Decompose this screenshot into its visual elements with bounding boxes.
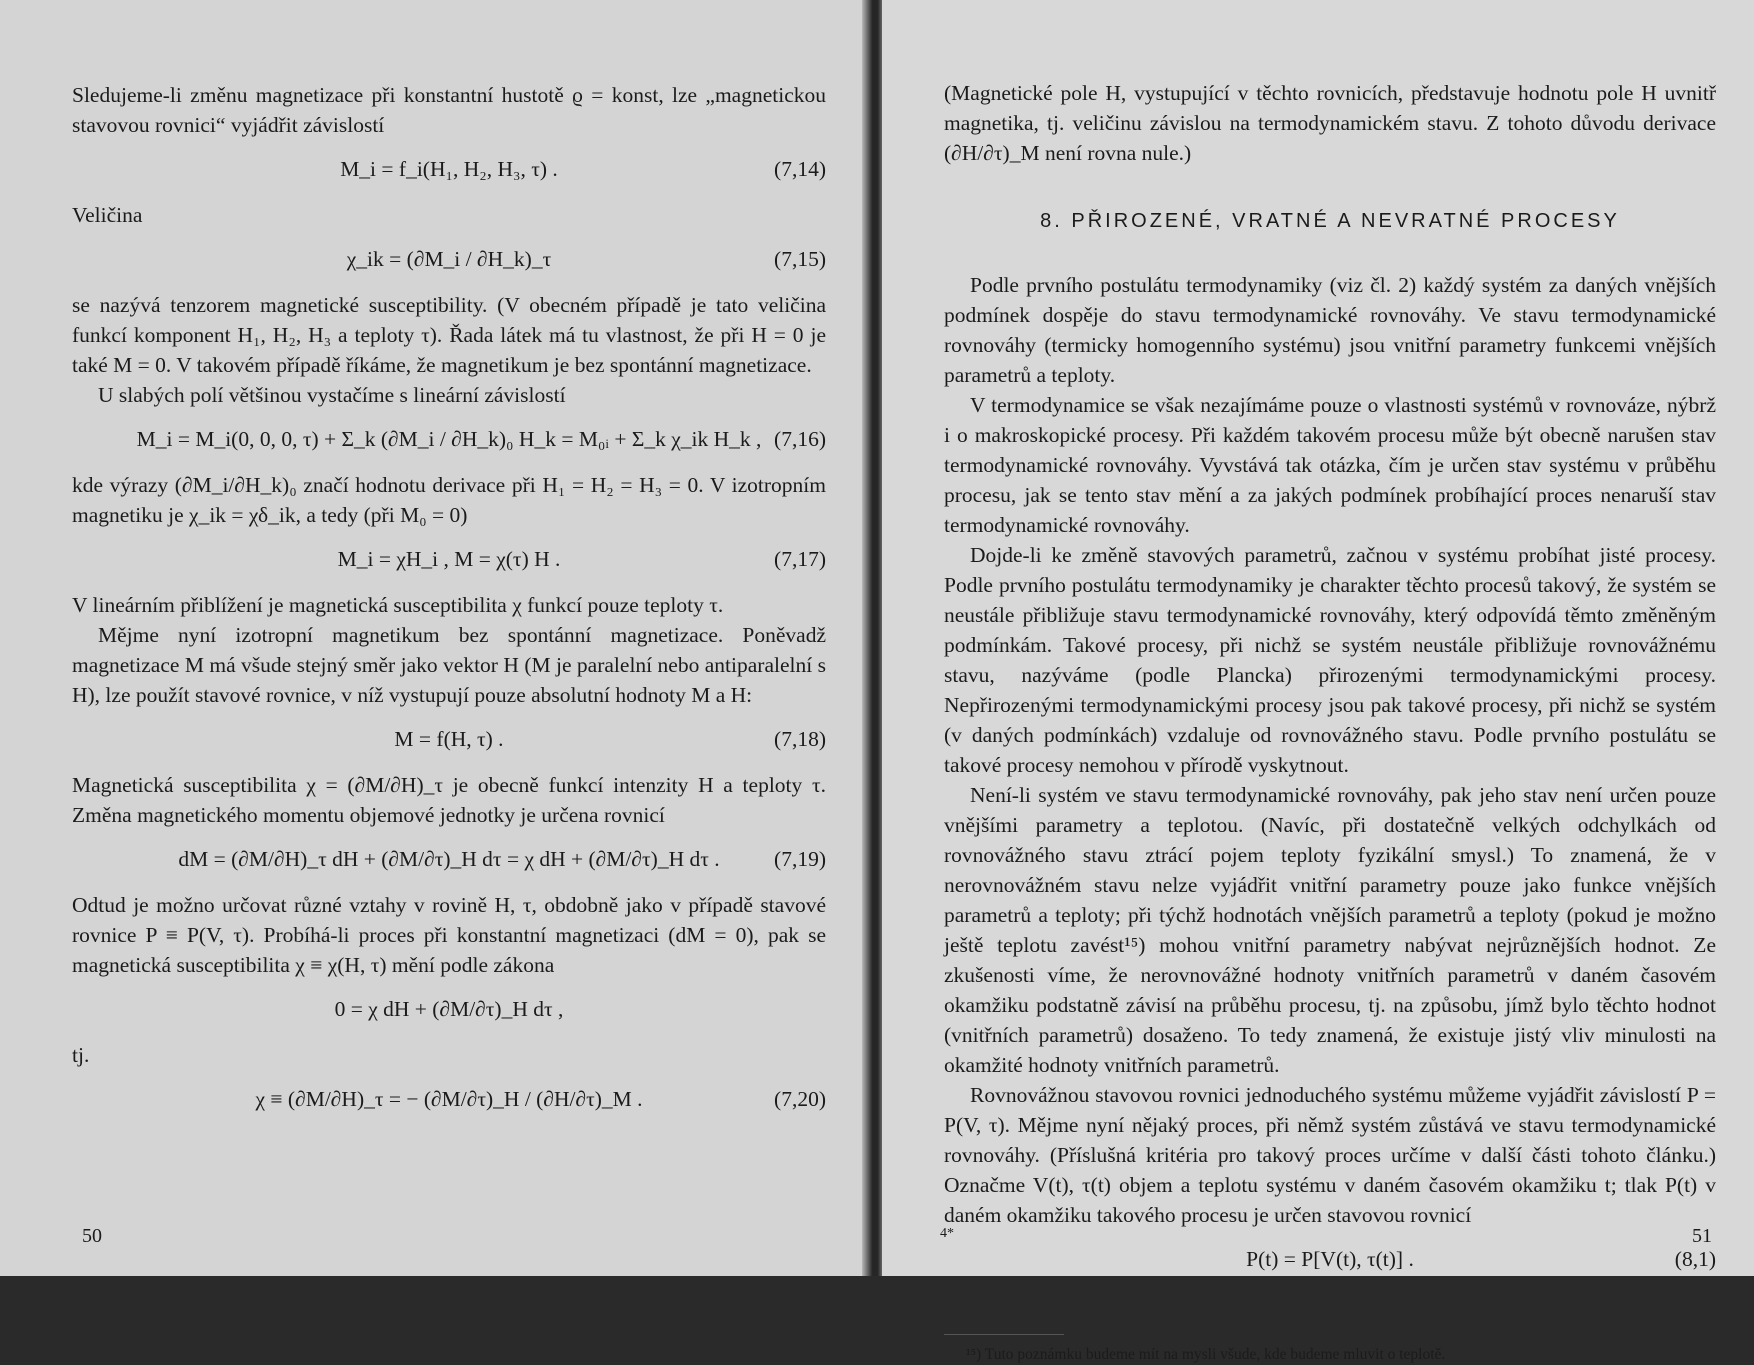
equation-block [72, 1072, 826, 1128]
paragraph: kde výrazy (∂M_i/∂H_k)₀ značí hodnotu derivace při H₁ = H₂ = H₃ = 0. V izotropním magnetiku je χ_ik = χδ_ik, a tedy (při M₀ = 0) [72, 473, 826, 527]
page-number-left: 50 [82, 1225, 102, 1247]
paragraph: Magnetická susceptibilita χ = (∂M/∂H)_τ je obecně funkcí intenzity H a teploty τ. Změna magnetického momentu objemové jednotky je určena rovnicí [72, 773, 826, 827]
paragraph: V lineárním přiblížení je magnetická susceptibilita χ funkcí pouze teploty τ. [72, 593, 724, 617]
equation-formula: χ ≡ (∂M/∂H)_τ = − (∂M/∂τ)_H / (∂H/∂τ)_M . [255, 1087, 643, 1111]
equation-block [72, 412, 826, 468]
paragraph: Není-li systém ve stavu termodynamické rovnováhy, pak jeho stav není určen pouze vnějšími parametry a teplotou. (Navíc, při dostatečně velkých odchylkách od rovnovážného stavu ztrácí pojem teploty fyzikální smysl.) To znamená, že v nerovnovážném stavu nelze vyjádřit vnitřní parametry pouze jako funkce vnějších parametrů a teploty; při týchž hodnotách vnějších parametrů a teploty (pokud je možno ještě teplotu zavést¹⁵) mohou vnitřní parametry nabývat nejrůznějších hodnot. Ze zkušenosti víme, že nerovnovážné hodnoty vnitřních parametrů v daném časovém okamžiku podstatně závisí na průběhu procesu, tj. na způsobu, jímž bylo těchto hodnot (vnitřních parametrů) dosaženo. To tedy znamená, že existuje jistý vliv minulosti na okamžité hodnoty vnitřních parametrů. [944, 783, 1716, 1077]
text-label: Veličina [72, 203, 143, 227]
section-heading: 8. PŘIROZENÉ, VRATNÉ A NEVRATNÉ PROCESY [1040, 210, 1620, 232]
equation-formula: M_i = f_i(H₁, H₂, H₃, τ) . [340, 157, 558, 181]
text-label: tj. [72, 1043, 90, 1067]
paragraph: Mějme nyní izotropní magnetikum bez spontánní magnetizace. Poněvadž magnetizace M má všude stejný směr jako vektor H (M je paralelní nebo antiparalelní s H), lze použít stavové rovnice, v níž vystupují pouze absolutní hodnoty M a H: [72, 623, 826, 707]
equation-formula: 0 = χ dH + (∂M/∂τ)_H dτ , [334, 997, 564, 1021]
footnote: ¹⁵) Tuto poznámku budeme mít na mysli všude, kde budeme mluvit o teplotě. [966, 1346, 1446, 1363]
equation-block [72, 712, 826, 768]
paragraph: Odtud je možno určovat různé vztahy v rovině H, τ, obdobně jako v případě stavové rovnice P ≡ P(V, τ). Probíhá-li proces při konstantní magnetizaci (dM = 0), pak se magnetická susceptibilita χ ≡ χ(H, τ) mění podle zákona [72, 893, 826, 977]
footnote-rule [944, 1334, 1064, 1335]
equation-number: (7,16) [774, 427, 826, 451]
equation-formula: M_i = M_i(0, 0, 0, τ) + Σ_k (∂M_i / ∂H_k)₀ H_k = M₀ᵢ + Σ_k χ_ik H_k , [136, 427, 762, 451]
equation-number: (7,15) [774, 247, 826, 271]
signature-mark: 4* [940, 1226, 954, 1241]
intro-note: (Magnetické pole H, vystupující v těchto rovnicích, představuje hodnotu pole H uvnitř magnetika, tj. veličinu závislou na termodynamickém stavu. Z tohoto důvodu derivace (∂H/∂τ)_M není rovna nule.) [944, 81, 1716, 165]
paragraph: Podle prvního postulátu termodynamiky (viz čl. 2) každý systém za daných vnějších podmínek dospěje do stavu termodynamické rovnováhy. Ve stavu termodynamické rovnováhy (termicky homogenního systému) jsou vnitřní parametry funkcemi vnějších parametrů a teploty. [944, 273, 1716, 387]
left-page [0, 0, 868, 1276]
equation-block [72, 982, 826, 1038]
right-page-text [944, 78, 1716, 1365]
equation-block [72, 142, 826, 198]
paragraph: Rovnovážnou stavovou rovnici jednoduchého systému můžeme vyjádřit závislostí P = P(V, τ). Mějme nyní nějaký proces, při němž systém zůstává ve stavu termodynamické rovnováhy. (Příslušná kritéria pro takový proces určíme v další části tohoto článku.) Označme V(t), τ(t) objem a teplotu systému v daném časovém okamžiku t; tlak P(t) v daném okamžiku takového procesu je určen stavovou rovnicí [944, 1083, 1716, 1227]
equation-formula: P(t) = P[V(t), τ(t)] . [1246, 1247, 1414, 1271]
paragraph: Sledujeme-li změnu magnetizace při konstantní hustotě ϱ = konst, lze „magnetickou stavovou rovnici“ vyjádřit závislostí [72, 83, 826, 137]
equation-number: (8,1) [1674, 1247, 1716, 1271]
equation-number: (7,20) [774, 1087, 826, 1111]
equation-formula: dM = (∂M/∂H)_τ dH + (∂M/∂τ)_H dτ = χ dH + (∂M/∂τ)_H dτ . [178, 847, 720, 871]
equation-block [72, 532, 826, 588]
equation-block [72, 232, 826, 288]
equation-formula: χ_ik = (∂M_i / ∂H_k)_τ [346, 247, 552, 271]
equation-number: (7,19) [774, 847, 826, 871]
equation-8-1 [944, 1232, 1716, 1288]
left-page-text [72, 80, 826, 1130]
equation-number: (7,17) [774, 547, 826, 571]
equation-formula: M_i = χH_i , M = χ(τ) H . [337, 547, 561, 571]
right-page [882, 0, 1754, 1363]
equation-block [72, 832, 826, 888]
paragraph: V termodynamice se však nezajímáme pouze o vlastnosti systémů v rovnováze, nýbrž i o makroskopické procesy. Při každém takovém procesu může být obecně narušen stav termodynamické rovnováhy. Vyvstává tak otázka, čím je určen stav systému v průběhu procesu, jak se tento stav mění a za jakých podmínek probíhající proces nenaruší stav termodynamické rovnováhy. [944, 393, 1716, 537]
equation-number: (7,14) [774, 157, 826, 181]
equation-number: (7,18) [774, 727, 826, 751]
paragraph: Dojde-li ke změně stavových parametrů, začnou v systému probíhat jisté procesy. Podle prvního postulátu termodynamiky je charakter těchto procesů takový, že systém se neustále přibližuje stavu termodynamické rovnováhy, který odpovídá těmto změněným podmínkám. Takové procesy, při nichž se systém neustále přibližuje rovnovážnému stavu, nazýváme (podle Plancka) přirozenými termodynamickými procesy. Nepřirozenými termodynamickými procesy jsou pak takové procesy, při nichž se systém (v daných podmínkách) vzdaluje od rovnovážného stavu. Podle prvního postulátu se takové procesy nemohou v přírodě vyskytnout. [944, 543, 1716, 777]
equation-formula: M = f(H, τ) . [394, 727, 504, 751]
paragraph: U slabých polí většinou vystačíme s lineární závislostí [98, 383, 566, 407]
page-number-right: 51 [1692, 1225, 1712, 1247]
paragraph: se nazývá tenzorem magnetické susceptibility. (V obecném případě je tato veličina funkcí komponent H₁, H₂, H₃ a teploty τ). Řada látek má tu vlastnost, že při H = 0 je také M = 0. V takovém případě říkáme, že magnetikum je bez spontánní magnetizace. [72, 293, 826, 377]
